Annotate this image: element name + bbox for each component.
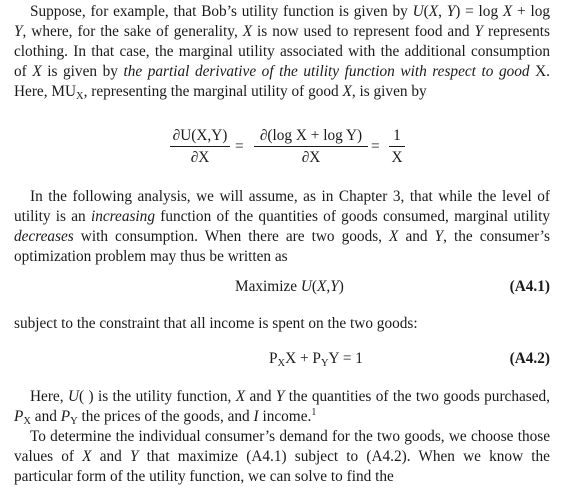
text-run: and (398, 228, 435, 245)
text-run: is now used to represent food and (252, 23, 475, 40)
text-run: X + P (285, 350, 321, 367)
text-run: Here, (30, 388, 68, 405)
variable-x: X (82, 448, 92, 465)
paragraph-definitions (14, 387, 550, 427)
variable-x: X (235, 388, 246, 405)
fraction-lhs (170, 127, 230, 167)
text-run: with consumption. When there are two goods, (73, 228, 390, 245)
subscript: X (23, 416, 31, 427)
variable-x: X (428, 3, 439, 20)
variable-i: I (253, 408, 259, 425)
italic-phrase: the partial derivative of the utility function with respect to good (123, 63, 530, 80)
equation-a4-1 (14, 277, 550, 297)
fraction-numerator: ∂U(X,Y) (172, 127, 228, 144)
equation-body (269, 349, 363, 369)
variable-x: X (389, 228, 399, 245)
text-run: , (326, 278, 331, 295)
text-run: Y = 1 (328, 350, 363, 367)
text-run: , representing the marginal utility of good (83, 83, 343, 100)
text-run: that maximize (A4.1) subject to (A4.2). When we know the particular form of the utility function, we can solve to find the (14, 448, 550, 485)
equals-sign: = (235, 138, 244, 155)
text-run: and (30, 408, 61, 425)
fraction-numerator: ∂(log X + log Y) (259, 127, 363, 144)
text-run: represents clothing. In that case, the marginal utility associated with the additional consumption of (14, 23, 550, 80)
equation-body (235, 277, 344, 297)
text-run: the quantities of the two goods purchased, (284, 388, 550, 405)
equals-sign: = (371, 138, 380, 155)
text-run: ) (338, 278, 344, 295)
variable-p: P (60, 408, 71, 425)
text-run: the prices of the goods, and (77, 408, 254, 425)
text-run: is given by (41, 63, 124, 80)
text-run: ( ) is the utility function, (79, 388, 236, 405)
variable-x: X (342, 83, 352, 100)
paragraph-utility-function (14, 2, 550, 102)
fraction-denominator: ∂X (190, 149, 210, 166)
fraction-numerator: 1 (393, 127, 401, 144)
paragraph-demand (14, 427, 550, 487)
variable-p: P (14, 408, 24, 425)
fraction-rhs (389, 127, 405, 167)
paragraph-analysis (14, 187, 550, 267)
text-run: Suppose, for example, that Bob’s utility function is given by (30, 3, 413, 20)
variable-y: Y (446, 3, 456, 20)
text-run: To determine the individual consumer’s demand for the two goods, we choose those values of (14, 428, 550, 465)
text-run: ( (423, 3, 429, 20)
text-run: income. (258, 408, 312, 425)
fraction-bar (170, 146, 230, 147)
paragraph-constraint (14, 314, 550, 334)
fraction-bar (254, 146, 368, 147)
variable-y: Y (275, 388, 285, 405)
fraction-bar (389, 146, 405, 147)
equation-a4-2 (14, 349, 550, 369)
subscript: X (277, 358, 286, 369)
text-run: , is given by (351, 83, 427, 100)
equation-number: (A4.2) (509, 350, 550, 367)
variable-y: Y (129, 448, 139, 465)
variable-u: U (412, 3, 424, 20)
text-run: subject to the constraint that all income is spent on the two goods: (14, 315, 418, 332)
italic-word: decreases (14, 228, 74, 245)
variable-x: X (502, 3, 513, 20)
italic-word: increasing (90, 208, 155, 225)
variable-u: U (67, 388, 79, 405)
text-run: + log (512, 3, 550, 20)
text-run: , the consumer’s optimization problem may thus be written as (14, 228, 550, 265)
text-run: , (438, 3, 447, 20)
fraction-mid (254, 127, 368, 167)
text-run: In the following analysis, we will assume, as in Chapter 3, that while the level of utility is an (14, 188, 550, 225)
text-run: and (91, 448, 130, 465)
variable-y: Y (14, 23, 23, 40)
subscript: Y (70, 416, 78, 427)
variable-x: X (242, 23, 253, 40)
text-run: , where, for the sake of generality, (22, 23, 243, 40)
footnote-marker[interactable]: 1 (311, 407, 317, 418)
variable-y: Y (330, 278, 339, 295)
text-run: ) = log (455, 3, 503, 20)
variable-x: X (32, 63, 42, 80)
variable-y: Y (434, 228, 444, 245)
variable-x: X (317, 278, 327, 295)
subscript: Y (320, 358, 329, 369)
text-run: function of the quantities of goods consumed, marginal utility (154, 208, 550, 225)
text-run: ( (311, 278, 318, 295)
equation-number: (A4.1) (509, 278, 550, 295)
fraction-denominator: X (391, 149, 403, 166)
text-run: X. Here, MU (14, 63, 550, 100)
variable-u: U (300, 278, 312, 295)
fraction-denominator: ∂X (301, 149, 321, 166)
text-run: P (269, 350, 278, 367)
text-run: and (245, 388, 276, 405)
subscript: X (76, 91, 84, 102)
text-run: Maximize (235, 278, 301, 295)
variable-y: Y (474, 23, 484, 40)
